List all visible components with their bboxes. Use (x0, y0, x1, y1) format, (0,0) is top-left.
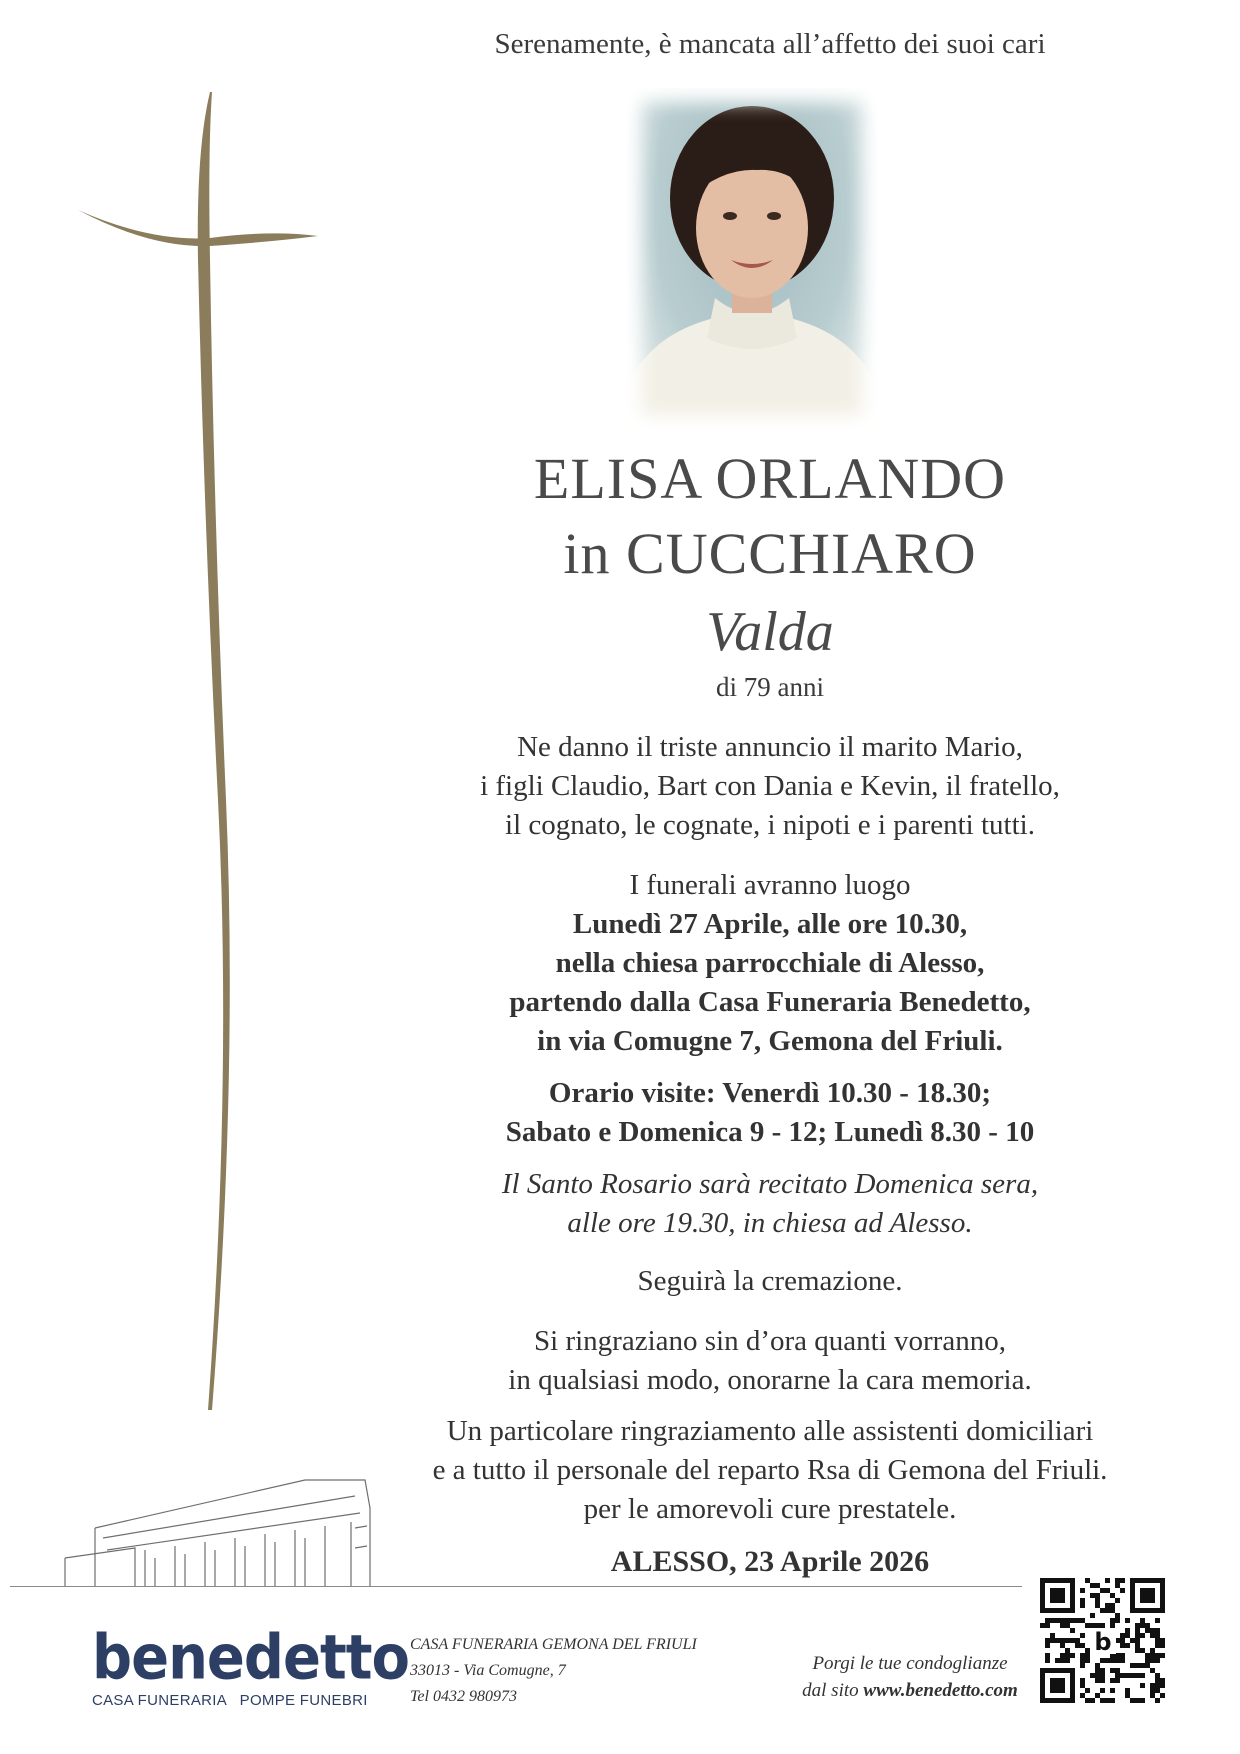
cremation-notice: Seguirà la cremazione. (637, 1265, 903, 1297)
qr-code[interactable] (1040, 1578, 1166, 1704)
rosary-notice: Il Santo Rosario sarà recitato Domenica sera, alle ore 19.30, in chiesa ad Alesso. (501, 1168, 1039, 1239)
deceased-nickname: Valda (706, 601, 834, 663)
logo-wordmark: benedetto (92, 1622, 409, 1694)
intro-text: Serenamente, è mancata all’affetto dei suoi cari (494, 28, 1046, 60)
svg-text:b: b (1094, 1628, 1112, 1656)
deceased-age: di 79 anni (716, 672, 824, 702)
benedetto-logo (92, 1622, 409, 1709)
funeral-details: Lunedì 27 Aprile, alle ore 10.30, nella chiesa parrocchiale di Alesso, partendo dalla Casa Funeraria Benedetto, in via Comugne 7, Gemona del Friuli. (509, 908, 1031, 1057)
place-date: ALESSO, 23 Aprile 2026 (610, 1545, 930, 1578)
logo-subtitle: CASA FUNERARIA POMPE FUNEBRI (92, 1692, 368, 1709)
deceased-name: ELISA ORLANDO (533, 446, 1007, 511)
condolences-note: Porgi le tue condoglianze dal sito www.benedetto.com (802, 1653, 1018, 1701)
thanks-paragraph: Si ringraziano sin d’ora quanti vorranno, in qualsiasi modo, onorarne la cara memoria. (508, 1325, 1032, 1396)
deceased-married-name: in CUCCHIARO (563, 521, 977, 586)
funeral-intro: I funerali avranno luogo (629, 869, 911, 901)
announcement-paragraph: Ne danno il triste annuncio il marito Mario, i figli Claudio, Bart con Dania e Kevin, il fratello, il cognato, le cognate, i nipoti e i parenti tutti. (480, 731, 1060, 841)
visiting-hours: Orario visite: Venerdì 10.30 - 18.30; Sabato e Domenica 9 - 12; Lunedì 8.30 - 10 (505, 1077, 1035, 1148)
website-link[interactable]: www.benedetto.com (863, 1680, 1018, 1701)
cross-icon (0, 0, 340, 1420)
building-drawing (55, 1468, 385, 1598)
footer-divider (10, 1586, 1022, 1587)
funeral-home-address: CASA FUNERARIA GEMONA DEL FRIULI 33013 - Via Comugne, 7 Tel 0432 980973 (410, 1636, 697, 1705)
portrait-photo (627, 88, 877, 430)
special-thanks-paragraph: Un particolare ringraziamento alle assistenti domiciliari e a tutto il personale del reparto Rsa di Gemona del Friuli. per le amorevoli cure prestatele. (432, 1415, 1108, 1525)
